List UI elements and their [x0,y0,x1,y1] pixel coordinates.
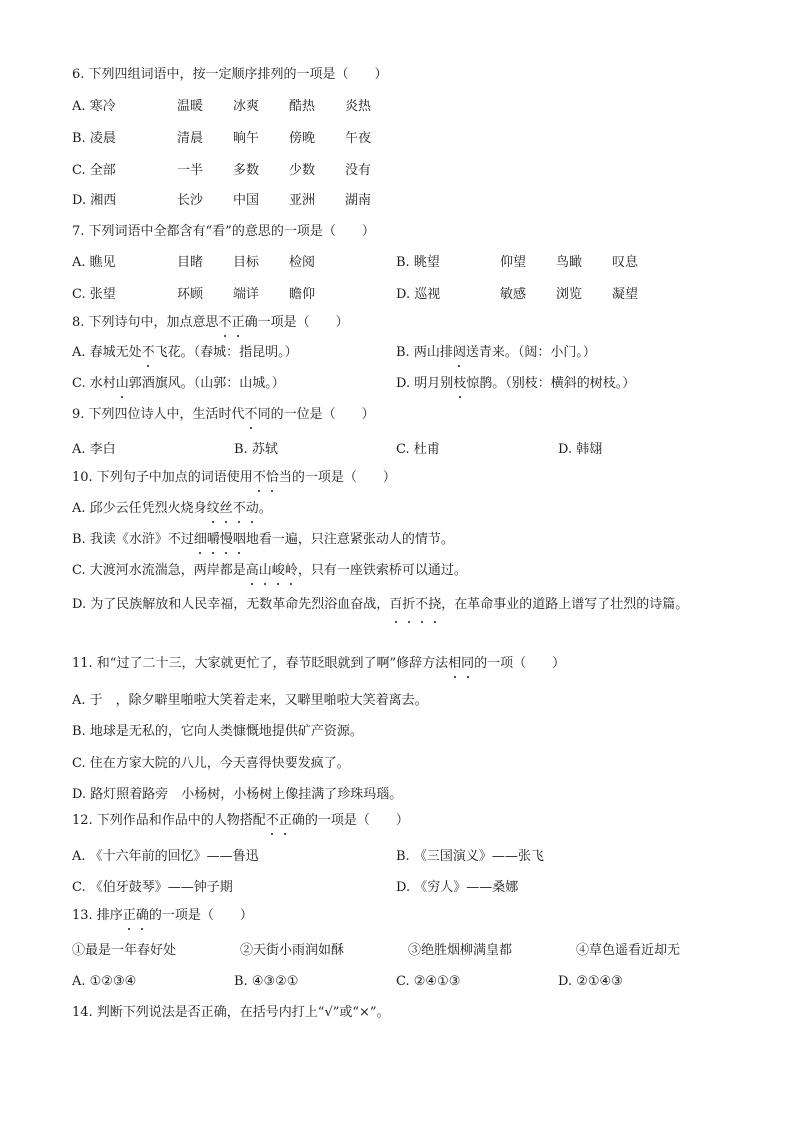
question-10-stem [72,467,754,489]
option-a: A. 《十六年前的回忆》——鲁迅 [72,849,259,864]
option-d [396,373,635,395]
verse-item: ④草色遥看近却无 [576,943,681,958]
word: 瞻仰 [289,287,316,302]
question-12-stem [72,810,754,832]
option-label: B. 凌晨 [72,131,116,146]
option-label: C. 全部 [72,163,116,178]
word: 亚洲 [289,193,316,208]
question-text: 12. 下列作品和作品中的人物搭配 [72,813,266,828]
question-7-stem [72,221,754,243]
dotted-char: 高 [246,560,259,582]
emphasis-char: 正 [232,312,245,334]
dotted-char: 山 [259,560,272,582]
option-text: B. 地球是无私的，它向人类慷慨地提供矿产资源。 [72,724,363,739]
emphasis-char: 相 [448,653,461,675]
word: 中国 [233,193,260,208]
word: 凝望 [612,287,639,302]
option-text: 郭酒旗风。（山郭：山城。） [128,376,285,391]
dotted-char: 折 [402,589,415,620]
option-b: B. ④③②① [234,974,299,989]
option-label: B. 眺望 [396,255,440,270]
q12-options-ab [72,846,754,868]
dotted-char: 峻 [272,560,285,582]
option-a [72,342,298,364]
dotted-char: 咽 [233,529,246,551]
question-text: 10. 下列句子中加点的词语使用 [72,470,253,485]
option-b [396,342,596,364]
dotted-char: 不 [415,589,428,620]
word: 冰爽 [233,99,260,114]
option-text: D. 明月别 [396,376,454,391]
emphasis-char: 确 [136,905,149,927]
dotted-char: 不 [233,498,246,520]
word: 敏感 [500,287,527,302]
option-label: A. 瞧见 [72,255,116,270]
option-c: C. ②④①③ [396,974,461,989]
q10-option-a [72,498,754,520]
q13-verses [72,940,754,962]
q7-options-cd [72,284,754,306]
dotted-char: 纹 [207,498,220,520]
emphasis-char: 不 [266,810,279,832]
dotted-char: 山 [116,373,129,395]
q11-option-d [72,784,754,806]
option-text: 送青来。（闼：小门。） [465,345,596,360]
question-text: 确的一项是（ ） [291,813,409,828]
q6-option-c [72,160,754,182]
option-d: D. 《穷人》——桑娜 [396,880,519,895]
q11-option-a [72,690,754,712]
option-c: C. 杜甫 [396,442,440,457]
question-text: 确一项是（ ） [244,315,349,330]
option-b: B. 《三国演义》——张飞 [396,849,544,864]
option-text: ，在革命事业的道路上谱写了壮烈的诗篇。 [441,597,689,612]
option-text: C. 大渡河水流湍急，两岸都是 [72,563,246,578]
word: 鸟瞰 [556,255,583,270]
dotted-char: 百 [389,589,402,620]
question-8-stem [72,312,754,334]
option-text: C. 住在方家大院的八儿，今天喜得快要发疯了。 [72,756,350,771]
q9-options [72,439,754,461]
question-text: 的一项（ ） [474,656,566,671]
question-text: 6. 下列四组词语中，按一定顺序排列的一项是（ ） [72,67,388,82]
option-text: 飞花。（春城：指昆明。） [154,345,298,360]
question-text: 14. 判断下列说法是否正确，在括号内打上“√”或“×”。 [72,1005,390,1020]
word: 端详 [233,287,260,302]
question-text: 当的一项是（ ） [278,470,396,485]
word: 长沙 [177,193,204,208]
dotted-char: 不 [142,342,155,364]
word: 炎热 [345,99,372,114]
q10-option-d [72,589,728,620]
dotted-char: 枝 [453,373,466,395]
word: 仰望 [500,255,527,270]
option-text: 。 [258,501,272,516]
q8-options-cd [72,373,754,395]
q6-option-b [72,128,754,150]
dotted-char: 嚼 [207,529,220,551]
question-text: 9. 下列四位诗人中，生活时代 [72,407,245,422]
verse-item: ②天街小雨润如酥 [240,943,345,958]
question-14-stem [72,1002,754,1024]
option-label: D. 巡视 [396,287,441,302]
option-label: C. 张望 [72,287,116,302]
word: 清晨 [177,131,204,146]
emphasis-char: 不 [245,404,258,426]
emphasis-char: 正 [123,905,136,927]
question-9-stem [72,404,754,426]
emphasis-char: 不 [253,467,266,489]
option-text: B. 两山排 [396,345,453,360]
dotted-char: 动 [246,498,259,520]
option-text: 地看一遍，只注意紧张动人的情节。 [245,532,454,547]
emphasis-char: 同 [461,653,474,675]
question-text: 的一项是（ ） [148,908,253,923]
option-text: C. 水村 [72,376,116,391]
option-label: D. 湘西 [72,193,117,208]
word: 湖南 [345,193,372,208]
q7-options-ab [72,252,754,274]
q8-options-ab [72,342,754,364]
option-d: D. ②①④③ [558,974,623,989]
verse-item: ③绝胜烟柳满皇都 [408,943,513,958]
question-13-stem [72,905,754,927]
question-11-stem [72,653,754,675]
word: 浏览 [556,287,583,302]
question-text: 8. 下列诗句中，加点意思 [72,315,219,330]
word: 一半 [177,163,204,178]
word: 没有 [345,163,372,178]
q6-option-a [72,96,754,118]
option-text: ，只有一座铁索桥可以通过。 [297,563,467,578]
q11-option-b [72,721,754,743]
option-text: D. 为了民族解放和人民幸福，无数革命先烈浴血奋战， [72,597,390,612]
emphasis-char: 不 [219,312,232,334]
word: 少数 [289,163,316,178]
dotted-char: 慢 [220,529,233,551]
word: 酷热 [289,99,316,114]
option-b: B. 苏轼 [234,442,278,457]
word: 多数 [233,163,260,178]
option-text: A. 邱少云任凭烈火烧身 [72,501,207,516]
question-text: 11. 和“过了二十三，大家就更忙了，春节眨眼就到了啊”修辞方法 [72,656,449,671]
option-a: A. ①②③④ [72,974,137,989]
word: 傍晚 [289,131,316,146]
emphasis-char: 正 [279,810,292,832]
option-c [72,373,285,395]
option-a: A. 李白 [72,442,116,457]
dotted-char: 岭 [285,560,298,582]
option-text: 惊鹊。（别枝：横斜的树枝。） [466,376,636,391]
word: 目标 [233,255,260,270]
dotted-char: 闼 [453,342,466,364]
question-text: 13. 排序 [72,908,123,923]
word: 午夜 [345,131,372,146]
question-text: 同的一位是（ ） [257,407,375,422]
verse-item: ①最是一年春好处 [72,943,177,958]
option-text: A. 春城无处 [72,345,142,360]
option-text: A. 于 ，除夕噼里啪啦大笑着走来，又噼里啪啦大笑着离去。 [72,693,428,708]
question-6-stem [72,64,754,86]
q13-options [72,971,754,993]
dotted-char: 细 [194,529,207,551]
option-text: B. 我读《水浒》不过 [72,532,194,547]
word: 叹息 [612,255,639,270]
word: 检阅 [289,255,316,270]
option-c: C. 《伯牙鼓琴》——钟子期 [72,880,233,895]
dotted-char: 丝 [220,498,233,520]
word: 环顾 [177,287,204,302]
q6-option-d [72,190,754,212]
option-label: A. 寒冷 [72,99,116,114]
q10-option-b [72,529,754,551]
word: 目睹 [177,255,204,270]
option-d: D. 韩翃 [558,442,603,457]
q11-option-c [72,753,754,775]
word: 温暖 [177,99,204,114]
emphasis-char: 恰 [266,467,279,489]
word: 晌午 [233,131,260,146]
q12-options-cd [72,877,754,899]
q10-option-c [72,560,754,582]
dotted-char: 挠 [428,589,441,620]
option-text: D. 路灯照着路旁 小杨树，小杨树上像挂满了珍珠玛瑙。 [72,787,403,802]
question-text: 7. 下列词语中全都含有“看”的意思的一项是（ ） [72,224,375,239]
